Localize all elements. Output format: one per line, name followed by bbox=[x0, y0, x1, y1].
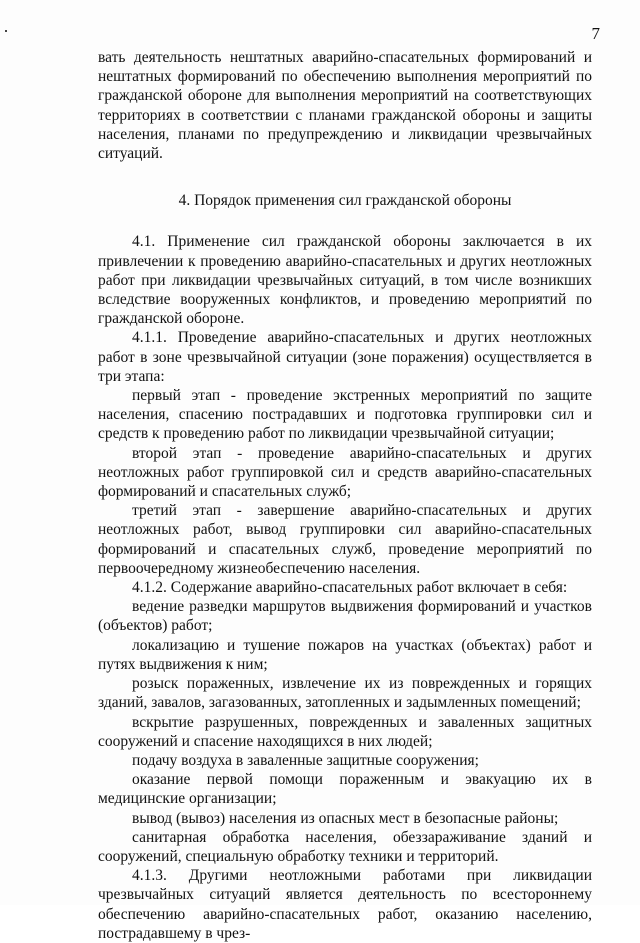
paragraph-4-1-3: 4.1.3. Другими неотложными работами при ликвидации чрезвычайных ситуаций является деятельность по всестороннему обеспечению аварийно-спасательных работ, оказанию населению, пострадавшему в чрез- bbox=[98, 867, 592, 942]
paragraph-continuation: вать деятельность нештатных аварийно-спасательных формирований и нештатных формирований по обеспечению выполнения мероприятий по гражданской обороне для выполнения мероприятий на соответствующих территориях в соответствии с планами гражданской обороны и защиты населения, планами по предупреждению и ликвидации чрезвычайных ситуаций. bbox=[98, 49, 592, 163]
paragraph-stage-3: третий этап - завершение аварийно-спасательных и других неотложных работ, вывод группировки сил аварийно-спасательных формирований и спасательных служб, проведение мероприятий по первоочередному жизнеобеспечению населения. bbox=[98, 502, 592, 577]
paragraph-stage-1: первый этап - проведение экстренных мероприятий по защите населения, спасению пострадавших и подготовка группировки сил и средств к проведению работ по ликвидации чрезвычайной ситуации; bbox=[98, 387, 592, 443]
list-item: розыск пораженных, извлечение их из поврежденных и горящих зданий, завалов, загазованных, затопленных и задымленных помещений; bbox=[98, 675, 592, 712]
list-item: вывод (вывоз) населения из опасных мест в безопасные районы; bbox=[132, 809, 559, 827]
list-item: ведение разведки маршрутов выдвижения формирований и участков (объектов) работ; bbox=[98, 598, 592, 635]
list-item: оказание первой помощи пораженным и эвакуацию их в медицинские организации; bbox=[98, 771, 592, 808]
list-item: вскрытие разрушенных, поврежденных и заваленных защитных сооружений и спасение находящихся в них людей; bbox=[98, 713, 592, 750]
page-content bbox=[98, 48, 592, 943]
scan-mark bbox=[5, 30, 7, 32]
list-item: санитарная обработка населения, обеззараживание зданий и сооружений, специальную обработку техники и территорий. bbox=[98, 828, 592, 865]
list-item: подачу воздуха в заваленные защитные сооружения; bbox=[132, 751, 479, 769]
list-item: локализацию и тушение пожаров на участках (объектах) работ и путях выдвижения к ним; bbox=[98, 636, 592, 673]
paragraph-4-1: 4.1. Применение сил гражданской обороны заключается в их привлечении к проведению аварийно-спасательных и других неотложных работ при ликвидации чрезвычайных ситуаций, в том числе возникших вследствие вооруженных конфликтов, и проведению мероприятий по гражданской обороне. bbox=[98, 233, 592, 328]
page-number: 7 bbox=[591, 24, 600, 43]
section-title: 4. Порядок применения сил гражданской обороны bbox=[178, 192, 512, 210]
paragraph-stage-2: второй этап - проведение аварийно-спасательных и других неотложных работ группировкой сил и средств аварийно-спасательных формирований и спасательных служб; bbox=[98, 444, 592, 501]
paragraph-4-1-2: 4.1.2. Содержание аварийно-спасательных работ включает в себя: bbox=[132, 579, 568, 597]
paragraph-4-1-1: 4.1.1. Проведение аварийно-спасательных и других неотложных работ в зоне чрезвычайной ситуации (зоне поражения) осуществляется в три этапа: bbox=[98, 329, 592, 385]
